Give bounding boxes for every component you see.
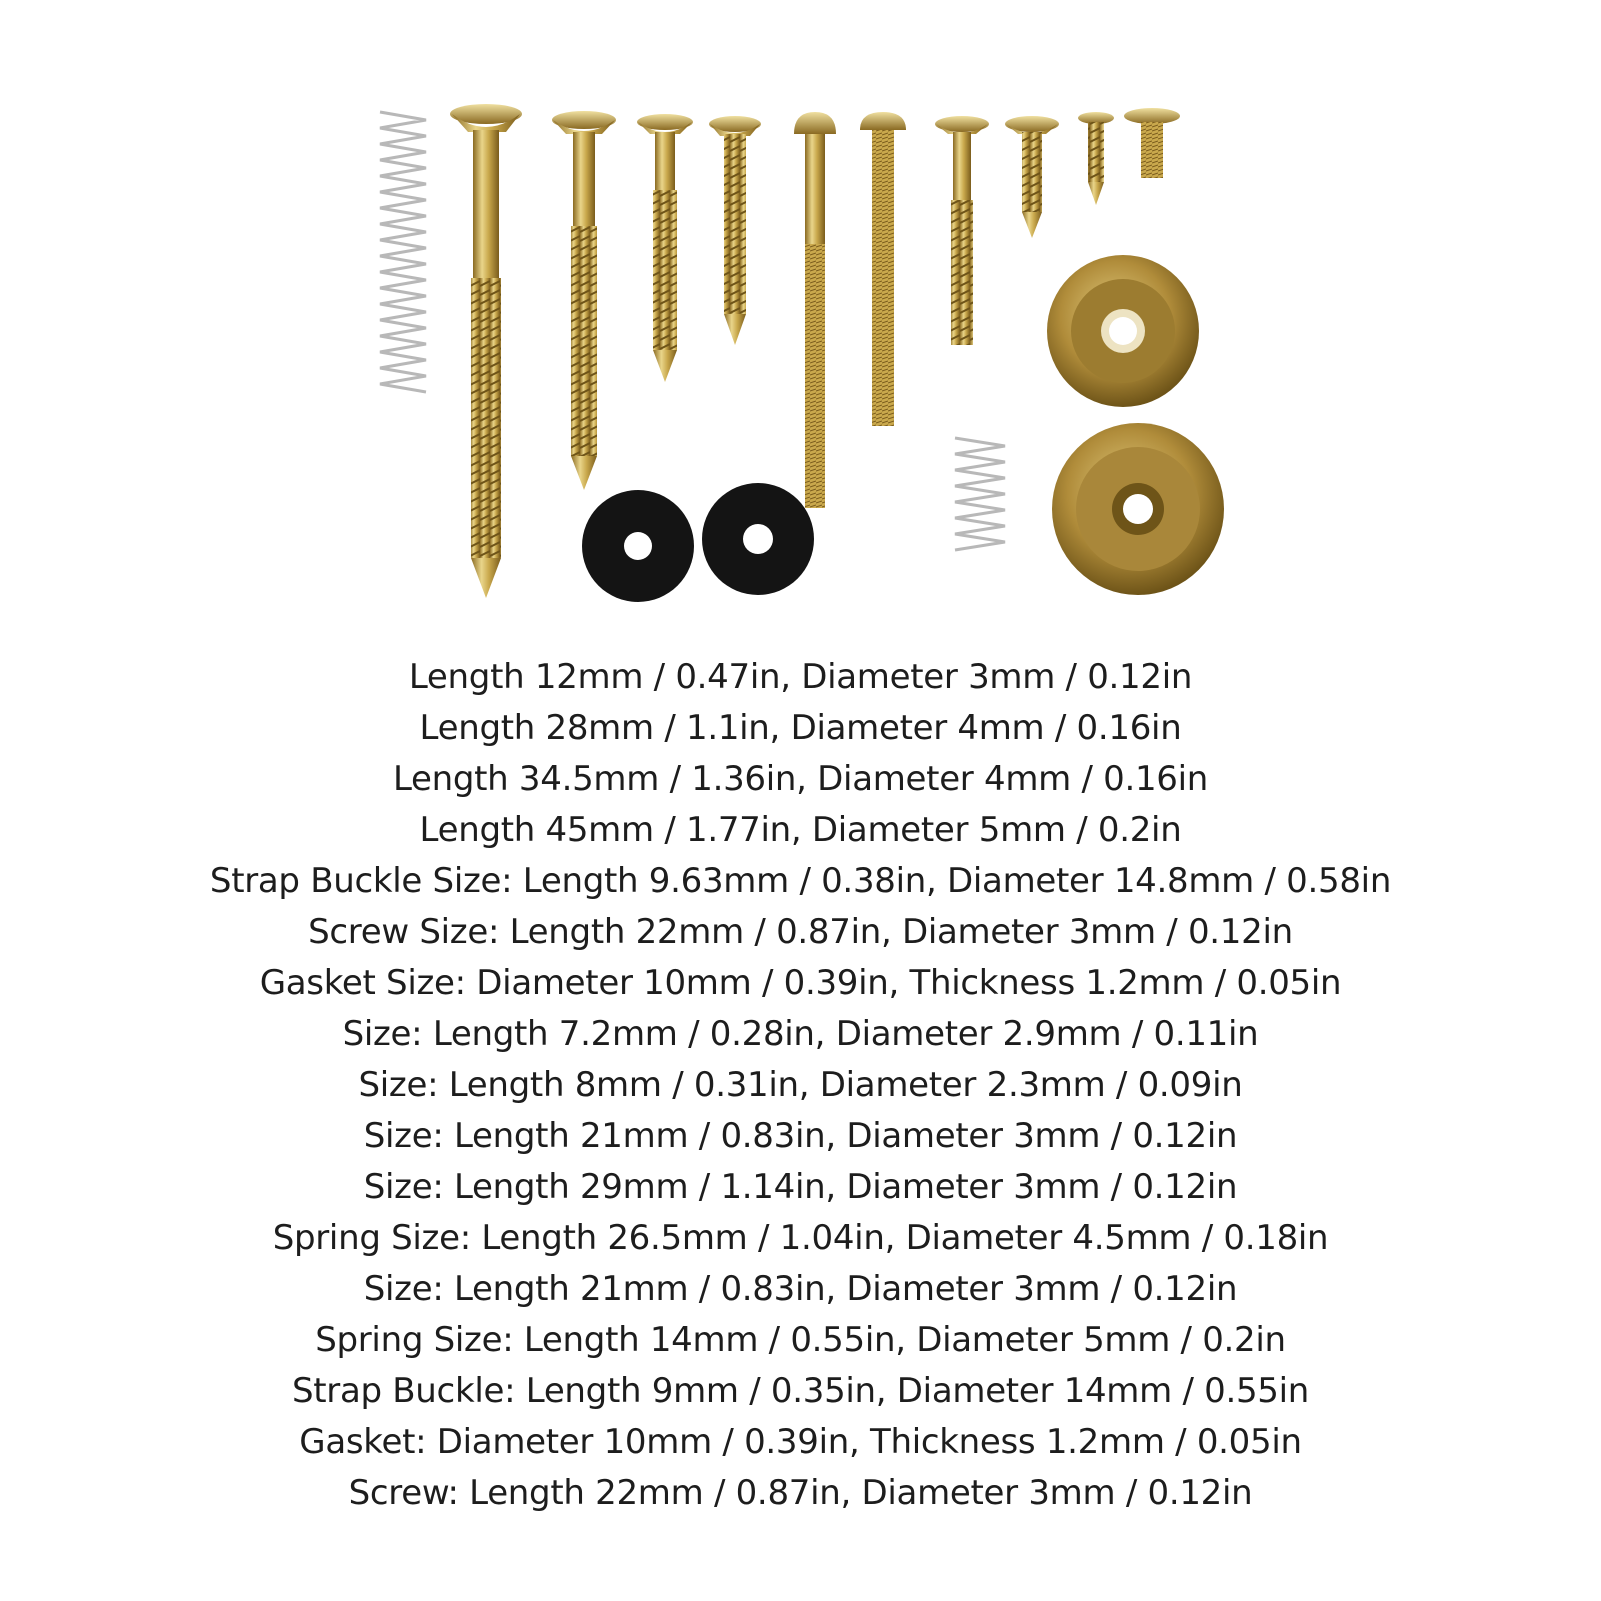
rubber-gasket-right	[702, 483, 814, 595]
spec-line: Length 28mm / 1.1in, Diameter 4mm / 0.16in	[419, 708, 1182, 748]
machine-screw-long	[794, 112, 836, 508]
short-spring	[955, 438, 1005, 550]
spec-line: Length 12mm / 0.47in, Diameter 3mm / 0.12in	[408, 657, 1193, 697]
spec-list	[0, 652, 1601, 1519]
strap-buckle-bottom	[1052, 423, 1224, 595]
spec-line: Strap Buckle: Length 9mm / 0.35in, Diameter 14mm / 0.55in	[291, 1371, 1310, 1411]
screw-29mm	[935, 116, 989, 345]
spec-line: Spring Size: Length 14mm / 0.55in, Diameter 5mm / 0.2in	[315, 1320, 1286, 1360]
spec-line: Screw: Length 22mm / 0.87in, Diameter 3mm / 0.12in	[348, 1473, 1253, 1513]
wood-screw-45mm	[450, 104, 522, 598]
spec-line: Size: Length 21mm / 0.83in, Diameter 3mm / 0.12in	[363, 1116, 1238, 1156]
rubber-gasket-left	[582, 490, 694, 602]
spec-line: Gasket: Diameter 10mm / 0.39in, Thickness 1.2mm / 0.05in	[299, 1422, 1302, 1462]
spec-line: Spring Size: Length 26.5mm / 1.04in, Diameter 4.5mm / 0.18in	[272, 1218, 1329, 1258]
screw-7mm	[1124, 108, 1180, 178]
long-spring	[378, 108, 430, 398]
spec-line: Gasket Size: Diameter 10mm / 0.39in, Thickness 1.2mm / 0.05in	[259, 963, 1342, 1003]
screw-12mm	[1078, 112, 1114, 205]
strap-buckle-top	[1047, 255, 1199, 407]
screw-21mm	[1005, 116, 1059, 238]
wood-screw-34mm	[552, 111, 616, 490]
spec-line: Size: Length 29mm / 1.14in, Diameter 3mm / 0.12in	[363, 1167, 1238, 1207]
wood-screw-28mm	[637, 114, 693, 382]
wood-screw-22mm	[709, 116, 761, 345]
spec-line: Size: Length 8mm / 0.31in, Diameter 2.3mm / 0.09in	[358, 1065, 1243, 1105]
spec-line: Size: Length 21mm / 0.83in, Diameter 3mm / 0.12in	[363, 1269, 1238, 1309]
hardware-photo	[0, 0, 1601, 640]
spec-line: Screw Size: Length 22mm / 0.87in, Diameter 3mm / 0.12in	[308, 912, 1293, 952]
machine-screw-threaded	[860, 112, 906, 426]
spec-line: Strap Buckle Size: Length 9.63mm / 0.38in, Diameter 14.8mm / 0.58in	[209, 861, 1392, 901]
spec-line: Length 34.5mm / 1.36in, Diameter 4mm / 0.16in	[392, 759, 1209, 799]
spec-line: Length 45mm / 1.77in, Diameter 5mm / 0.2in	[419, 810, 1182, 850]
spec-line: Size: Length 7.2mm / 0.28in, Diameter 2.9mm / 0.11in	[342, 1014, 1259, 1054]
